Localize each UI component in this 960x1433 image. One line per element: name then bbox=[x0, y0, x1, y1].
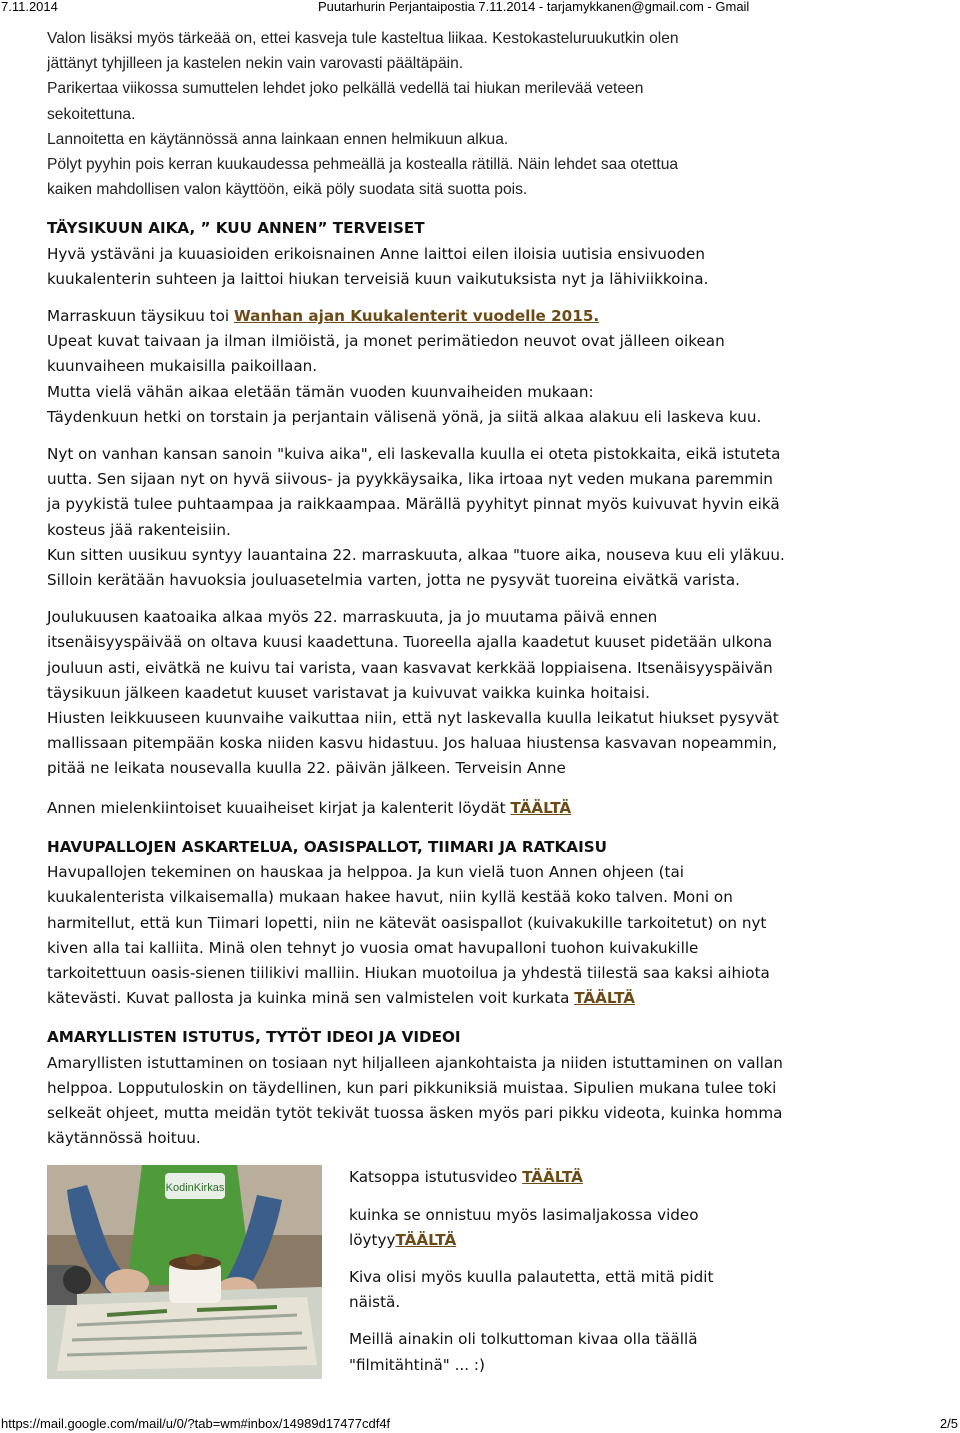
video-text: Katsoppa istutusvideo bbox=[349, 1168, 523, 1187]
calendar-line bbox=[47, 304, 937, 329]
intro-line: Pölyt pyyhin pois kerran kuukaudessa pehmeällä ja kostealla rätillä. Näin lehdet saa otettua bbox=[47, 156, 679, 174]
video-links bbox=[349, 1165, 769, 1377]
moon-line: Upeat kuvat taivaan ja ilman ilmiöistä, ja monet perimätiedon neuvot ovat jälleen oikean bbox=[47, 332, 725, 351]
moon-heading: TÄYSIKUUN AIKA, ” KUU ANNEN” TERVEISET bbox=[47, 219, 425, 238]
print-url: https://mail.google.com/mail/u/0/?tab=wm#inbox/14989d17477cdf4f bbox=[1, 1416, 391, 1431]
moon-line: Täydenkuun hetki on torstain ja perjantain välisenä yönä, ja siitä alkaa alakuu eli laskeva kuu. bbox=[47, 407, 762, 426]
page-number: 2/5 bbox=[939, 1416, 958, 1431]
video-link[interactable]: TÄÄLTÄ bbox=[522, 1168, 583, 1187]
calendar-link[interactable]: Wanhan ajan Kuukalenterit vuodelle 2015. bbox=[233, 307, 600, 326]
moon-line: uutta. Sen sijaan nyt on hyvä siivous- ja pyykkäysaika, lika irtoaa nyt veden mukana paremmin bbox=[47, 470, 773, 489]
print-footer bbox=[0, 1417, 960, 1433]
moon-line: mallissaan pitempään koska niiden kasvu hidastuu. Jos haluaa hiustensa kasvavan nopeammin, bbox=[47, 734, 778, 753]
print-header bbox=[0, 0, 960, 16]
intro-line: Lannoitetta en käytännössä anna lainkaan ennen helmikuun alkua. bbox=[47, 130, 509, 148]
moon-line: Kun sitten uusikuu syntyy lauantaina 22. marraskuuta, alkaa "tuore aika, nouseva kuu eli yläkuu. bbox=[47, 545, 785, 564]
moon-line: itsenäisyyspäivää on oltava kuusi kaadettuna. Tuoreella ajalla kaadetut kuuset pidetään ulkona bbox=[47, 633, 773, 652]
intro-line: jättänyt tyhjilleen ja kastelen nekin vain varovasti päältäpäin. bbox=[47, 55, 464, 73]
fun-line: Meillä ainakin oli tolkuttoman kivaa olla täällä bbox=[349, 1330, 698, 1349]
email-body bbox=[47, 26, 937, 1379]
intro-section bbox=[47, 26, 937, 202]
moon-line: kuukalenterin suhteen ja laittoi hiukan terveisiä kuun vaikutuksista nyt ja lähiviikkoina. bbox=[47, 269, 709, 288]
amaryllis-heading: AMARYLLISTEN ISTUTUS, TYTÖT IDEOI JA VIDEOI bbox=[47, 1028, 461, 1047]
havu-line: harmitellut, että kun Tiimari lopetti, niin ne kätevät oasispallot (kuivakukille tarkoitetut) on nyt bbox=[47, 913, 767, 932]
amaryllis-photo bbox=[47, 1165, 322, 1379]
moon-line: Hyvä ystäväni ja kuuasioiden erikoisnainen Anne laittoi eilen iloisia uutisia ensivuoden bbox=[47, 244, 705, 263]
havu-line: kiven alla tai kalliita. Minä olen tehnyt jo vuosia omat havupalloni tuohon kuivakukille bbox=[47, 938, 699, 957]
amaryllis-line: selkeät ohjeet, mutta meidän tytöt tekivät tuossa äsken myös pari pikku videota, kuinka homma bbox=[47, 1103, 783, 1122]
feedback-line: Kiva olisi myös kuulla palautetta, että mitä pidit näistä. bbox=[349, 1267, 714, 1312]
print-date: 7.11.2014 bbox=[1, 0, 58, 14]
moon-line: Hiusten leikkuuseen kuunvaihe vaikuttaa niin, että nyt laskevalla kuulla leikatut hiukset pysyvät bbox=[47, 709, 779, 728]
photo-logo: KodinKirkas bbox=[165, 1182, 225, 1195]
books-text: Annen mielenkiintoiset kuuaiheiset kirjat ja kalenterit löydät bbox=[47, 798, 511, 817]
moon-line: pitää ne leikata nousevalla kuulla 22. päivän jälkeen. Terveisin Anne bbox=[47, 759, 566, 778]
moon-line: kuunvaiheen mukaisilla paikoillaan. bbox=[47, 357, 318, 376]
glass-line bbox=[349, 1228, 769, 1253]
fun-line: "filmitähtinä" ... :) bbox=[349, 1355, 485, 1374]
moon-line: täysikuun jälkeen kaadetut kuuset varistavat ja kuivuvat vaikka kuinka hoitaisi. bbox=[47, 683, 650, 702]
havu-heading: HAVUPALLOJEN ASKARTELUA, OASISPALLOT, TIIMARI JA RATKAISU bbox=[47, 837, 607, 856]
moon-line: Nyt on vanhan kansan sanoin "kuiva aika", eli laskevalla kuulla ei oteta pistokkaita, eikä istuteta bbox=[47, 445, 781, 464]
moon-line: kosteus jää rakenteisiin. bbox=[47, 520, 231, 539]
havu-line: tarkoitettuun oasis-sienen tiilikivi malliin. Hiukan muotoilua ja yhdestä tiilestä saa kaksi aihiota bbox=[47, 963, 770, 982]
video-section bbox=[47, 1165, 937, 1379]
havu-text: kätevästi. Kuvat pallosta ja kuinka minä sen valmistelen voit kurkata bbox=[47, 989, 575, 1008]
havu-line: Havupallojen tekeminen on hauskaa ja helppoa. Ja kun vielä tuon Annen ohjeen (tai bbox=[47, 863, 685, 882]
intro-line: Valon lisäksi myös tärkeää on, ettei kasveja tule kasteltua liikaa. Kestokasteluruukutkin olen bbox=[47, 30, 679, 47]
moon-line: jouluun asti, eivätkä ne kuivu tai varista, vaan kasvavat kerkkää loppiaisena. Itsenäisyyspäivän bbox=[47, 658, 773, 677]
glass-text: löytyy bbox=[349, 1230, 396, 1249]
books-line bbox=[47, 796, 937, 821]
intro-line: sekoitettuna. bbox=[47, 105, 136, 123]
amaryllis-line: Amaryllisten istuttaminen on tosiaan nyt hiljalleen ajankohtaista ja niiden istuttaminen on vallan bbox=[47, 1053, 783, 1072]
video-line bbox=[349, 1165, 769, 1190]
amaryllis-line: käytännössä hoituu. bbox=[47, 1129, 201, 1148]
havu-link[interactable]: TÄÄLTÄ bbox=[574, 989, 636, 1008]
intro-line: Parikertaa viikossa sumuttelen lehdet joko pelkällä vedellä tai hiukan merilevää veteen bbox=[47, 80, 644, 98]
moon-line: Silloin kerätään havuoksia jouluasetelmia varten, jotta ne pysyvät tuoreina eivätkä varista. bbox=[47, 571, 740, 590]
calendar-text: Marraskuun täysikuu toi bbox=[47, 307, 234, 326]
glass-line: kuinka se onnistuu myös lasimaljakossa video bbox=[349, 1205, 699, 1224]
amaryllis-line: helppoa. Lopputuloskin on täydellinen, kun pari pikkuniksiä muistaa. Sipulien mukana tulee toki bbox=[47, 1078, 777, 1097]
intro-line: kaiken mahdollisen valon käyttöön, eikä pöly suodata sitä suotta pois. bbox=[47, 181, 528, 199]
moon-line: ja pyykistä tulee puhtaampaa ja raikkaampaa. Märällä pyyhityt pinnat myös kuivuvat hyvin eikä bbox=[47, 495, 780, 514]
books-link[interactable]: TÄÄLTÄ bbox=[510, 798, 572, 817]
havu-line: kuukalenterista vilkaisemalla) mukaan hakee havut, niin kyllä kestää koko talven. Moni on bbox=[47, 888, 733, 907]
glass-video-link[interactable]: TÄÄLTÄ bbox=[395, 1230, 457, 1249]
moon-line: Mutta vielä vähän aikaa eletään tämän vuoden kuunvaiheiden mukaan: bbox=[47, 382, 594, 401]
moon-line: Joulukuusen kaatoaika alkaa myös 22. marraskuuta, ja jo muutama päivä ennen bbox=[47, 608, 658, 627]
havu-line bbox=[47, 986, 937, 1011]
print-title: Puutarhurin Perjantaipostia 7.11.2014 - tarjamykkanen@gmail.com - Gmail bbox=[318, 0, 750, 14]
